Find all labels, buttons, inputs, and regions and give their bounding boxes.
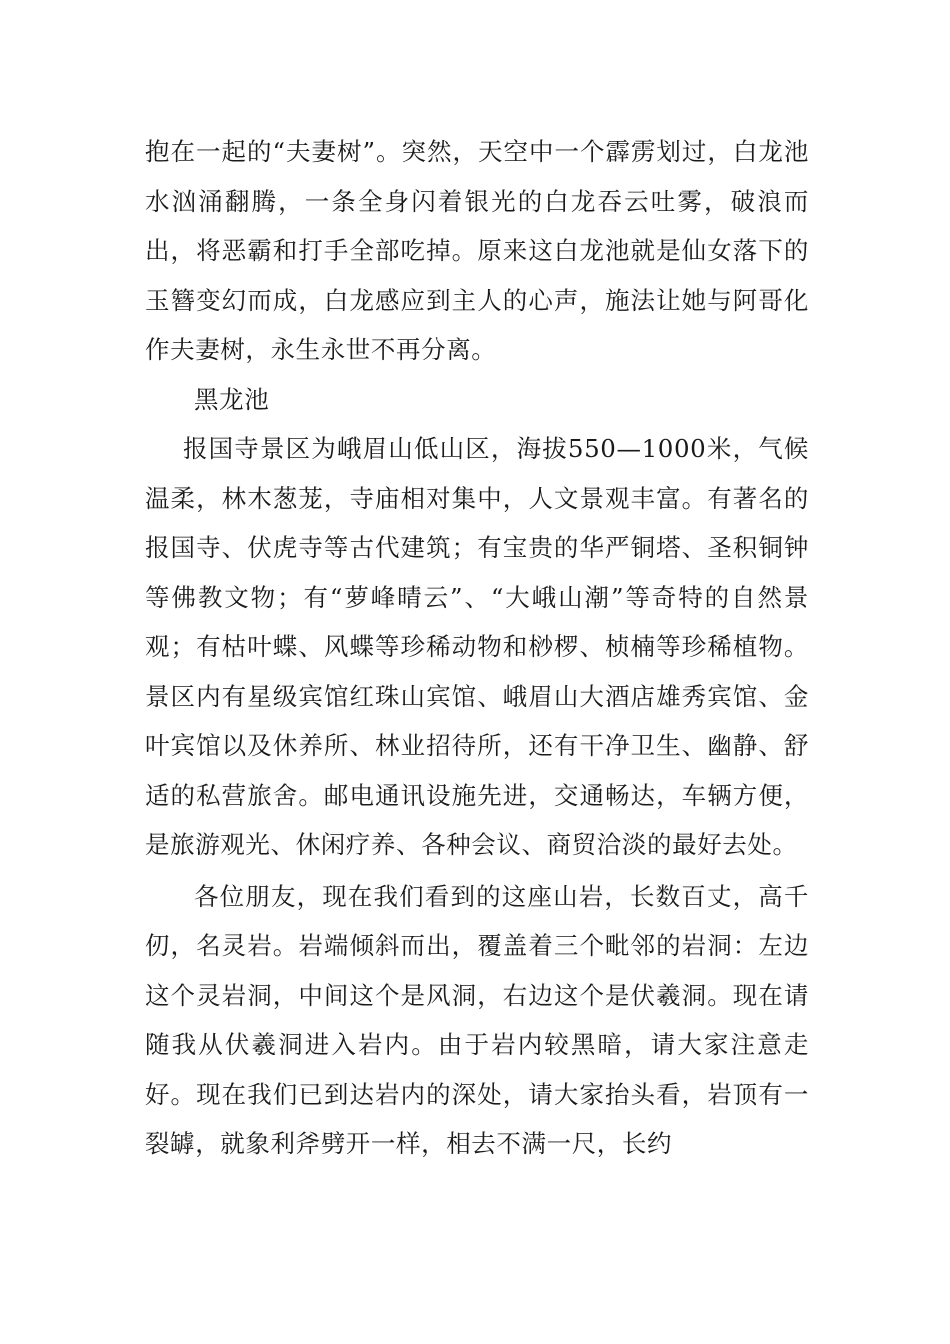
paragraph-baoguo-temple-area: 报国寺景区为峨眉山低山区，海拔550—1000米，气候温柔，林木葱茏，寺庙相对集中，人文景观丰富。有著名的报国寺、伏虎寺等古代建筑；有宝贵的华严铜塔、圣积铜钟等佛教文物；有“萝峰晴云”、“大峨山潮”等奇特的自然景观；有枯叶蝶、风蝶等珍稀动物和桫椤、桢楠等珍稀植物。景区内有星级宾馆红珠山宾馆、峨眉山大酒店雄秀宾馆、金叶宾馆以及休养所、林业招待所，还有干净卫生、幽静、舒适的私营旅舍。邮电通讯设施先进，交通畅达，车辆方便，是旅游观光、休闲疗养、各种会议、商贸洽淡的最好去处。 bbox=[145, 434, 809, 859]
paragraph-lingyan-rock: 各位朋友，现在我们看到的这座山岩，长数百丈，高千仞，名灵岩。岩端倾斜而出，覆盖着三个毗邻的岩洞：左边这个灵岩洞，中间这个是风洞，右边这个是伏羲洞。现在请随我从伏羲洞进入岩内。由于岩内较黑暗，请大家注意走好。现在我们已到达岩内的深处，请大家抬头看，岩顶有一裂罅，就象利斧劈开一样，相去不满一尺，长约 bbox=[145, 881, 809, 1158]
paragraph-white-dragon-pool: 抱在一起的“夫妻树”。突然，天空中一个霹雳划过，白龙池水汹涌翻腾，一条全身闪着银光的白龙吞云吐雾，破浪而出，将恶霸和打手全部吃掉。原来这白龙池就是仙女落下的玉簪变幻而成，白龙感应到主人的心声，施法让她与阿哥化作夫妻树，永生永世不再分离。 bbox=[145, 137, 809, 364]
document-body bbox=[145, 127, 809, 1169]
section-heading-black-dragon-pool: 黑龙池 bbox=[194, 384, 270, 414]
